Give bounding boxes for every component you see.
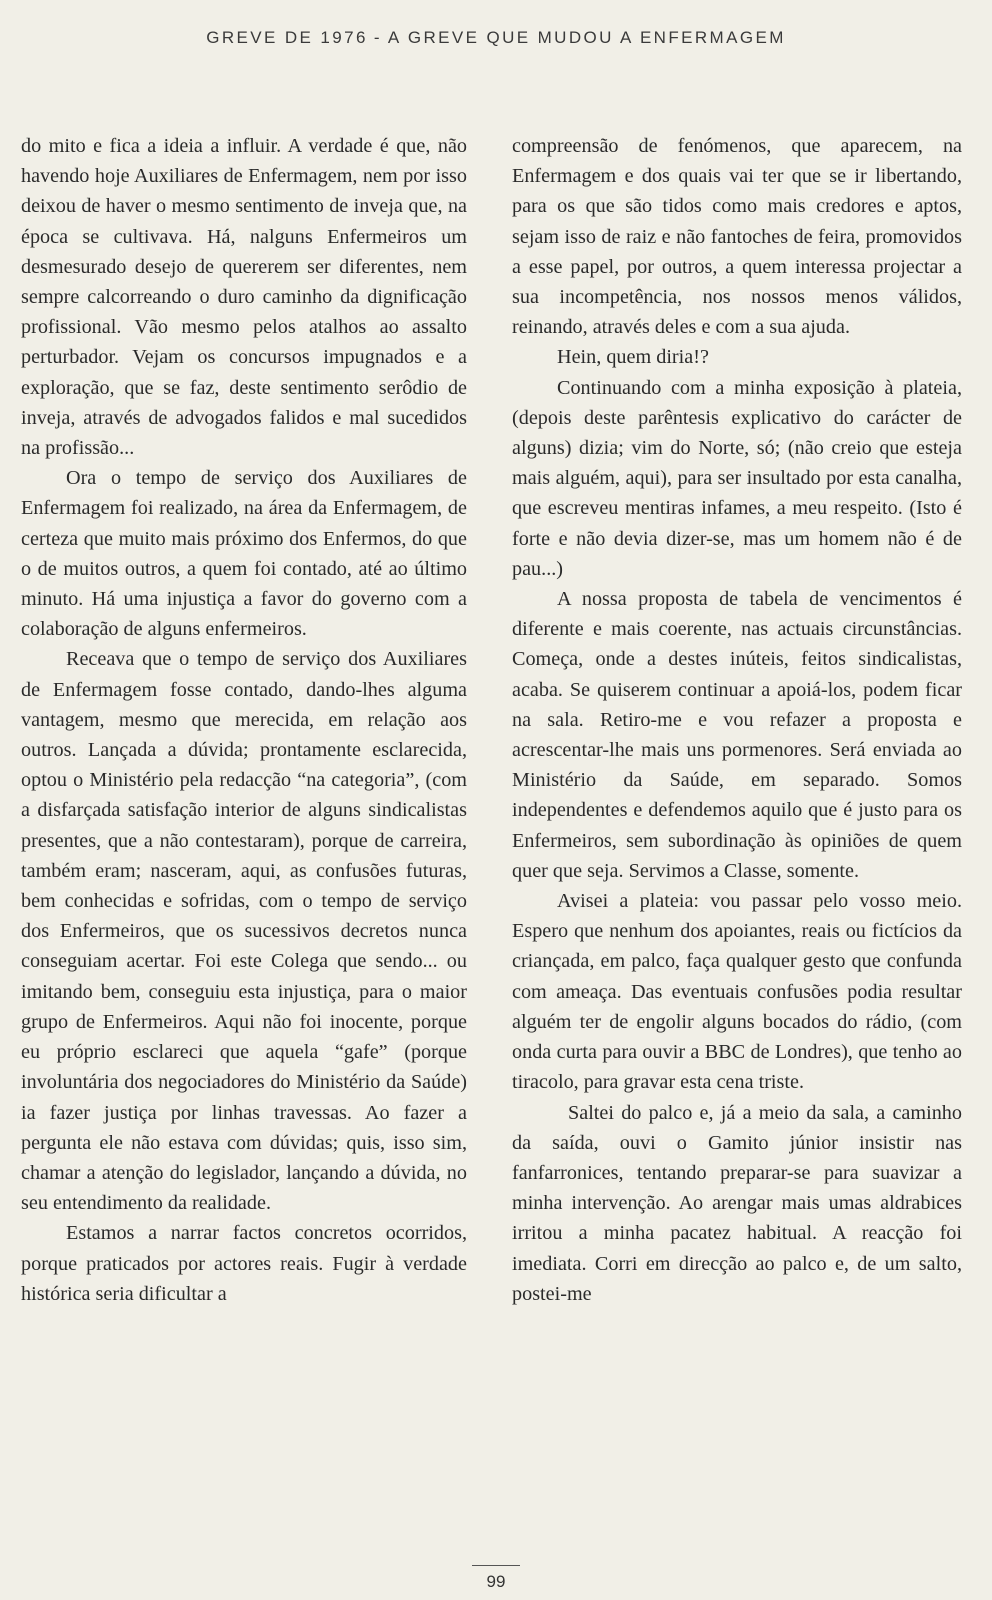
page-number: 99 [486,1572,506,1591]
paragraph: Receava que o tempo de serviço dos Auxiliares de Enfermagem fosse contado, dando-lhes alguma vantagem, mesmo que merecida, em relação aos outros. Lançada a dúvida; prontamente esclarecida, optou o Ministério pela redacção “na categoria”, (com a disfarçada satisfação interior de alguns sindicalistas presentes, que a não contestaram), porque de carreira, também eram; nasceram, aqui, as confusões futuras, bem conhecidas e sofridas, com o tempo de serviço dos Enfermeiros, que os sucessivos decretos nunca conseguiam acertar. Foi este Colega que sendo... ou imitando bem, conseguiu esta injustiça, para o maior grupo de Enfermeiros. Aqui não foi inocente, porque eu próprio esclareci que aquela “gafe” (porque involuntária dos negociadores do Ministério da Saúde) ia fazer justiça por linhas travessas. Ao fazer a pergunta ele não estava com dúvidas; quis, isso sim, chamar a atenção do legislador, lançando a dúvida, no seu entendimento da realidade. [21,648,467,1215]
paragraph: do mito e fica a ideia a influir. A verdade é que, não havendo hoje Auxiliares de Enfermagem, nem por isso deixou de haver o mesmo sentimento de inveja que, na época se cultivava. Há, nalguns Enfermeiros um desmesurado desejo de quererem ser diferentes, nem sempre calcorreando o duro caminho da dignificação profissional. Vão mesmo pelos atalhos ao assalto perturbador. Vejam os concursos impugnados e a exploração, que se faz, deste sentimento serôdio de inveja, através de advogados falidos e mal sucedidos na profissão... [21,135,467,460]
paragraph: Continuando com a minha exposição à plateia, (depois deste parêntesis explicativo do carácter de alguns) dizia; vim do Norte, só; (não creio que esteja mais alguém, aqui), para ser insultado por esta canalha, que escreveu mentiras infames, a meu respeito. (Isto é forte e não devia dizer-se, mas um homem não é de pau...) [512,376,962,580]
paragraph: compreensão de fenómenos, que aparecem, na Enfermagem e dos quais vai ter que se ir libertando, para os que são tidos como mais credores e aptos, sejam isso de raiz e não fantoches de feira, promovidos a esse papel, por outros, a quem interessa projectar a sua incompetência, nos nossos menos válidos, reinando, através deles e com a sua ajuda. [512,135,962,339]
paragraph: Ora o tempo de serviço dos Auxiliares de Enfermagem foi realizado, na área da Enfermagem, de certeza que muito mais próximo dos Enfermos, do que o de muitos outros, a quem foi contado, até ao último minuto. Há uma injustiça a favor do governo com a colaboração de alguns enfermeiros. [21,467,467,641]
paragraph: Avisei a plateia: vou passar pelo vosso meio. Espero que nenhum dos apoiantes, reais ou fictícios da criançada, em palco, faça qualquer gesto que confunda com ameaça. Das eventuais confusões podia resultar alguém ter de engolir alguns bocados do rádio, (com onda curta para ouvir a BBC de Londres), que tenho ao tiracolo, para gravar esta cena triste. [512,890,962,1094]
header-book-title: GREVE DE 1976 [206,28,368,47]
paragraph: Hein, quem diria!? [557,346,709,369]
paragraph: Estamos a narrar factos concretos ocorridos, porque praticados por actores reais. Fugir à verdade histórica seria dificultar a [21,1222,467,1305]
running-header [0,28,992,48]
header-book-subtitle: A GREVE QUE MUDOU A ENFERMAGEM [387,28,786,47]
paragraph: A nossa proposta de tabela de vencimentos é diferente e mais coerente, nas actuais circunstâncias. Começa, onde a destes inúteis, feitos sindicalistas, acaba. Se quiserem continuar a apoiá-los, podem ficar na sala. Retiro-me e vou refazer a proposta e acrescentar-lhe mais uns pormenores. Será enviada ao Ministério da Saúde, em separado. Somos independentes e defendemos aquilo que é justo para os Enfermeiros, sem subordinação às opiniões de quem quer que seja. Servimos a Classe, somente. [512,588,962,882]
paragraph: Saltei do palco e, já a meio da sala, a caminho da saída, ouvi o Gamito júnior insistir nas fanfarronices, tentando preparar-se para suavizar a minha intervenção. Ao arengar mais umas aldrabices irritou a minha pacatez habitual. A reacção foi imediata. Corri em direcção ao palco e, de um salto, postei-me [512,1101,962,1305]
page-number-rule [472,1565,520,1566]
left-column [21,131,467,1309]
right-column [512,131,962,1309]
header-separator: - [373,28,382,47]
